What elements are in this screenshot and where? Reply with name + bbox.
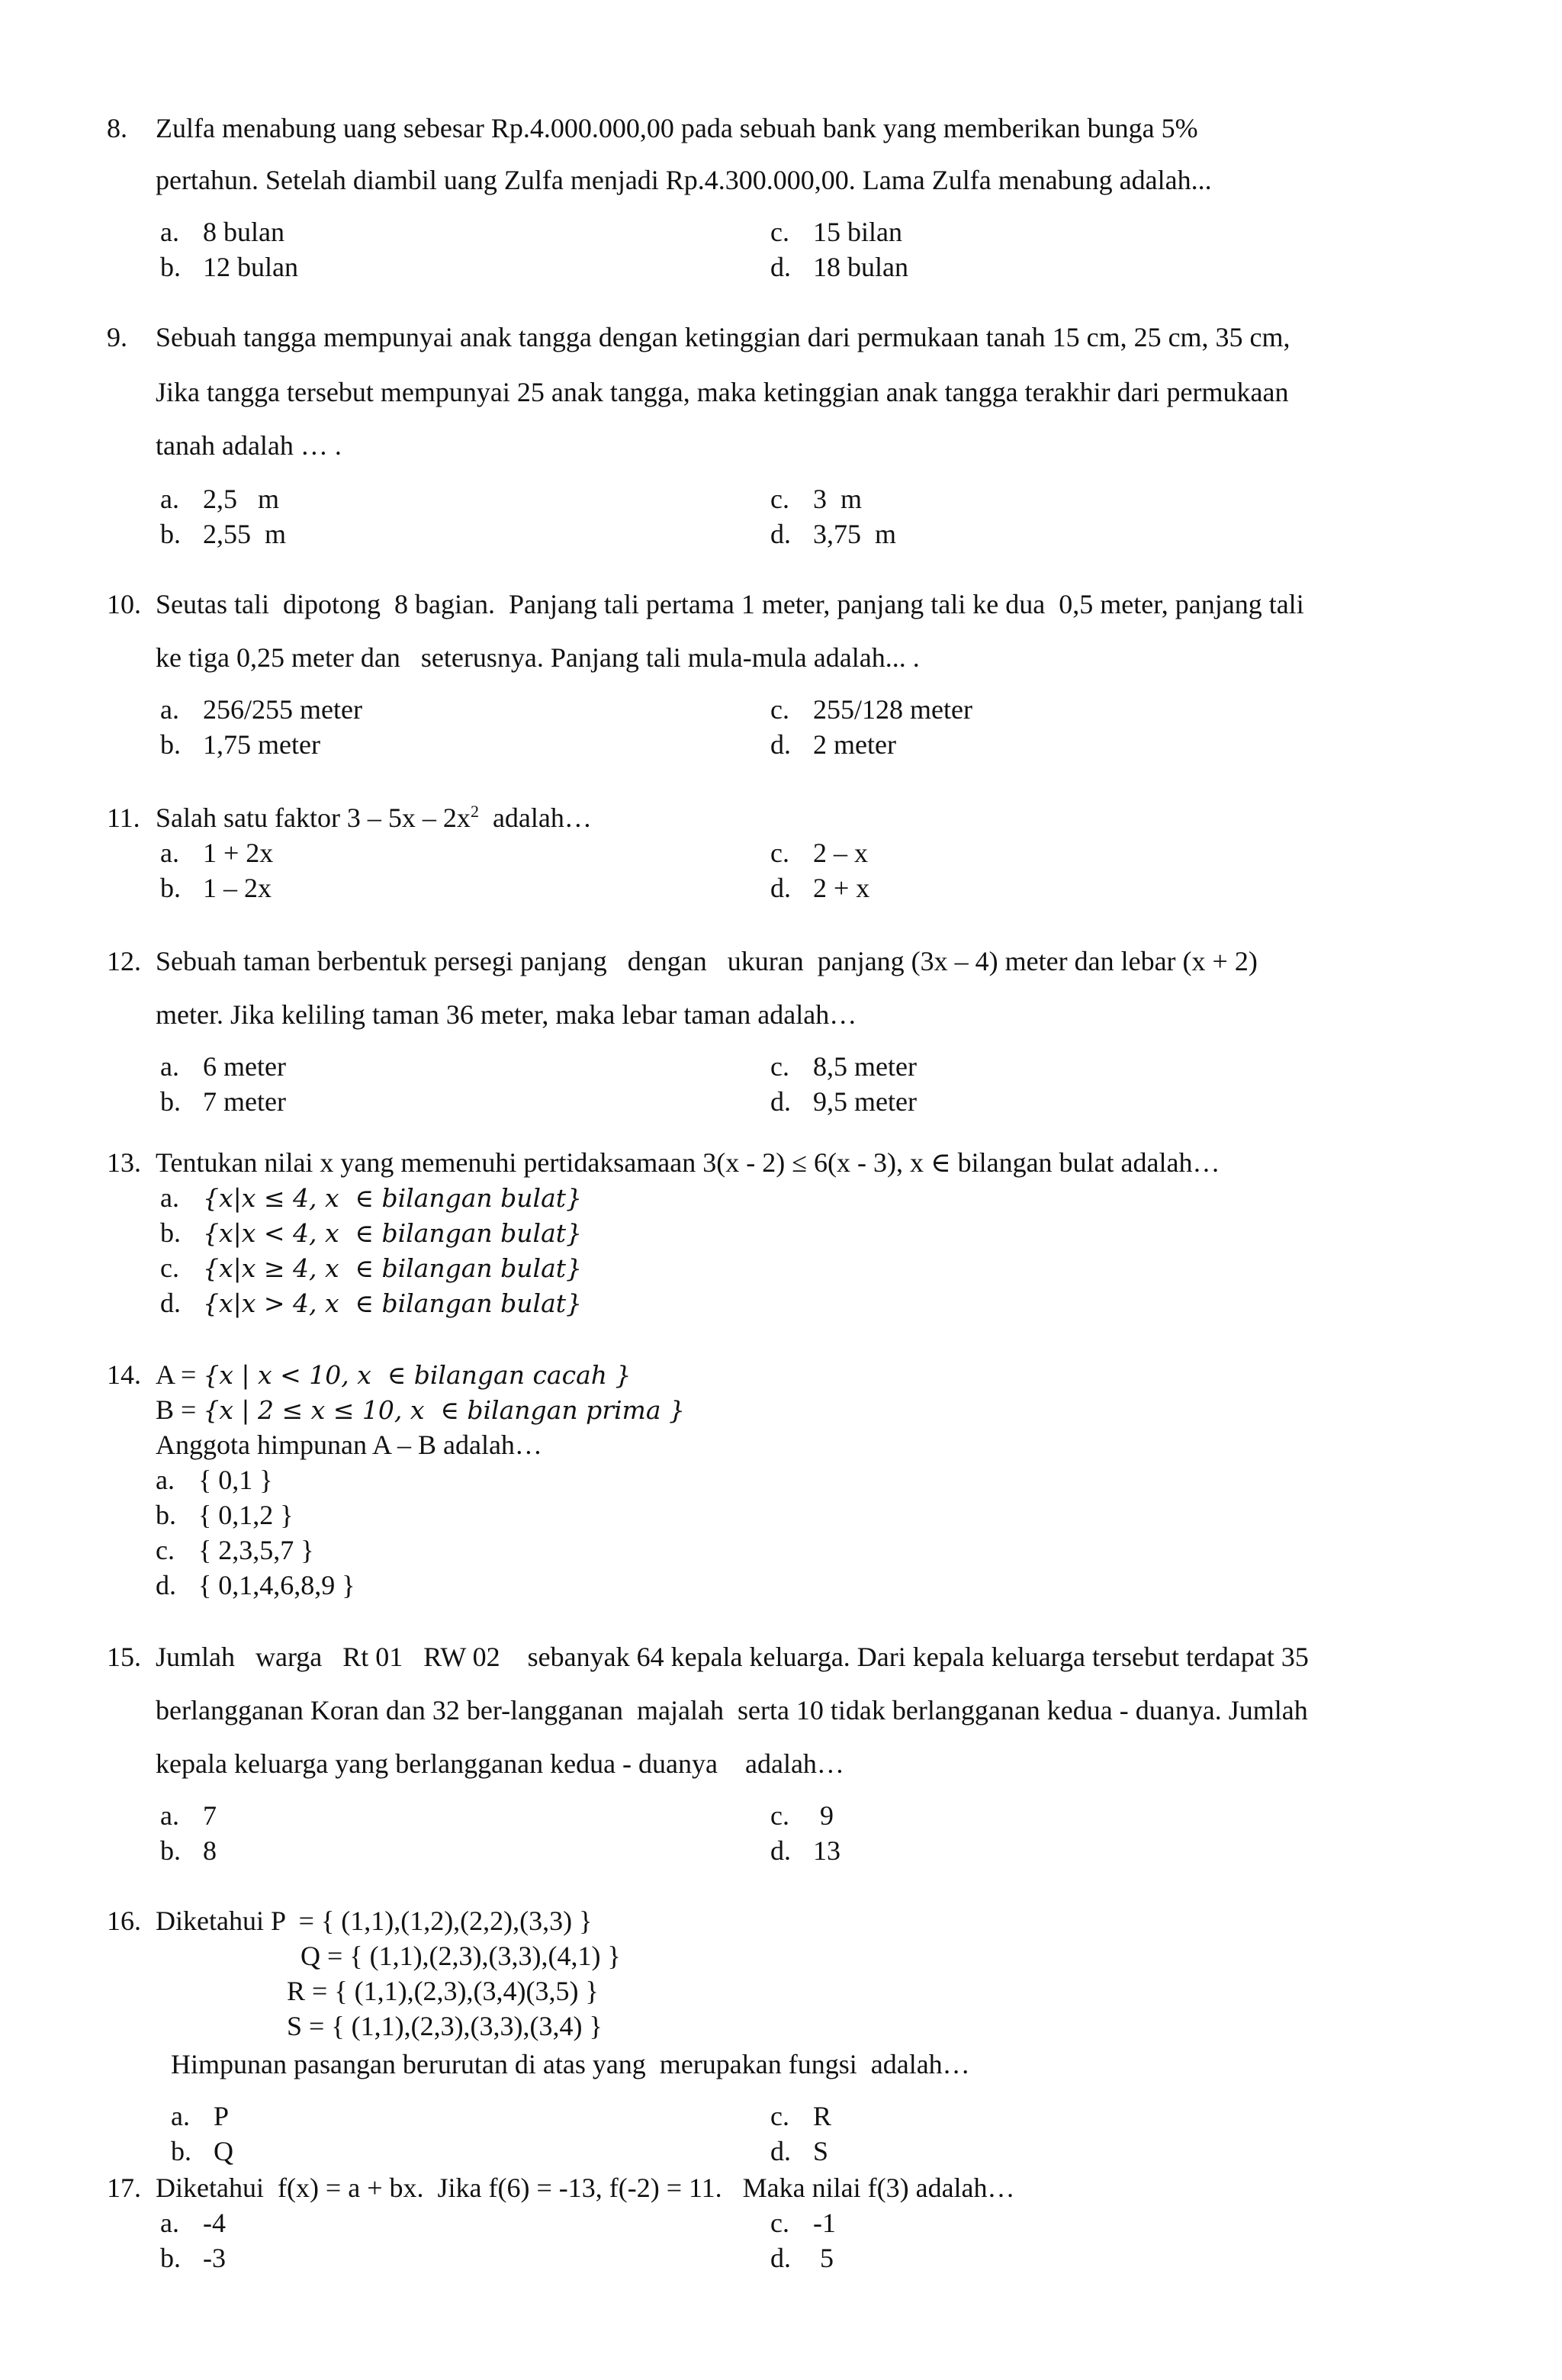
set-s-definition: S = { (1,1),(2,3),(3,3),(3,4) } — [287, 2011, 603, 2041]
option-b: b. { 0,1,2 } — [156, 1500, 294, 1530]
question-text: Tentukan nilai x yang memenuhi pertidaksamaan 3(x - 2) ≤ 6(x - 3), x ∈ bilangan bulat adalah… — [156, 1147, 1220, 1178]
option-b: b. -3 — [160, 2243, 226, 2273]
option-c: c. 3 m — [770, 484, 863, 514]
question-number: 12. — [107, 946, 141, 976]
option-b: b. 8 — [160, 1835, 217, 1866]
option-a: a. P — [171, 2101, 230, 2131]
set-r-definition: R = { (1,1),(2,3),(3,4)(3,5) } — [287, 1976, 599, 2006]
option-a: a. 6 meter — [160, 1051, 286, 1082]
option-d: d. 13 — [770, 1835, 840, 1866]
option-d: d. 2 + x — [770, 873, 870, 903]
option-c: c. 2 – x — [770, 838, 868, 868]
option-c: c. {x|x ≥ 4, x ∈ bilangan bulat} — [160, 1253, 583, 1283]
question-text-line: Jika tangga tersebut mempunyai 25 anak tangga, maka ketinggian anak tangga terakhir dari permukaan — [156, 377, 1289, 407]
question-text: Salah satu faktor $3 - 5x - 2x^2$ adalah… — [156, 802, 592, 833]
question-number: 14. — [107, 1359, 141, 1390]
option-d: d. {x|x > 4, x ∈ bilangan bulat} — [160, 1288, 583, 1318]
question-number: 17. — [107, 2173, 141, 2203]
question-number: 16. — [107, 1906, 141, 1936]
question-number: 11. — [107, 802, 140, 833]
question-text-line: pertahun. Setelah diambil uang Zulfa menjadi Rp.4.300.000,00. Lama Zulfa menabung adalah... — [156, 165, 1212, 195]
option-b: b. 12 bulan — [160, 252, 298, 282]
option-d: d. { 0,1,4,6,8,9 } — [156, 1570, 355, 1600]
question-text-line: ke tiga 0,25 meter dan seterusnya. Panjang tali mula-mula adalah... . — [156, 642, 920, 673]
option-a: a. 2,5 m — [160, 484, 280, 514]
option-c: c. -1 — [770, 2208, 836, 2238]
set-b-definition: B = {x | 2 ≤ x ≤ 10, x ∈ bilangan prima } — [156, 1394, 685, 1425]
question-text-line: Sebuah tangga mempunyai anak tangga dengan ketinggian dari permukaan tanah 15 cm, 25 cm, 35 cm, — [156, 322, 1290, 352]
question-text: Diketahui f(x) = a + bx. Jika f(6) = -13, f(-2) = 11. Maka nilai f(3) adalah… — [156, 2173, 1015, 2203]
question-number: 10. — [107, 589, 141, 619]
question-number: 9. — [107, 322, 127, 352]
question-number: 8. — [107, 113, 127, 143]
option-a: a. 8 bulan — [160, 217, 284, 247]
option-c: c. 15 bilan — [770, 217, 902, 247]
option-d: d. 5 — [770, 2243, 834, 2273]
question-number: 13. — [107, 1147, 141, 1178]
option-c: c. 8,5 meter — [770, 1051, 917, 1082]
set-p-definition: Diketahui P = { (1,1),(1,2),(2,2),(3,3) } — [156, 1906, 593, 1936]
option-a: a. { 0,1 } — [156, 1465, 273, 1495]
option-c: c. { 2,3,5,7 } — [156, 1535, 314, 1565]
option-d: d. 18 bulan — [770, 252, 908, 282]
question-text-line: berlangganan Koran dan 32 ber-langganan majalah serta 10 tidak berlangganan kedua - duanya. Jumlah — [156, 1695, 1308, 1726]
option-d: d. S — [770, 2136, 829, 2166]
option-d: d. 3,75 m — [770, 519, 897, 549]
question-text-line: Zulfa menabung uang sebesar Rp.4.000.000,00 pada sebuah bank yang memberikan bunga 5% — [156, 113, 1198, 143]
option-d: d. 9,5 meter — [770, 1086, 917, 1117]
option-a: a. -4 — [160, 2208, 226, 2238]
question-text: Anggota himpunan A – B adalah… — [156, 1430, 542, 1460]
option-a: a. 7 — [160, 1800, 217, 1831]
option-c: c. 255/128 meter — [770, 694, 972, 725]
question-text-line: Seutas tali dipotong 8 bagian. Panjang tali pertama 1 meter, panjang tali ke dua 0,5 meter, panjang tali — [156, 589, 1304, 619]
option-a: a. 1 + 2x — [160, 838, 274, 868]
option-a: a. {x|x ≤ 4, x ∈ bilangan bulat} — [160, 1182, 583, 1213]
option-b: b. Q — [171, 2136, 233, 2166]
set-q-definition: Q = { (1,1),(2,3),(3,3),(4,1) } — [301, 1941, 621, 1971]
option-c: c. R — [770, 2101, 832, 2131]
option-b: b. 2,55 m — [160, 519, 287, 549]
question-text-line: Jumlah warga Rt 01 RW 02 sebanyak 64 kepala keluarga. Dari kepala keluarga tersebut terdapat 35 — [156, 1642, 1309, 1672]
set-a-definition: A = {x | x < 10, x ∈ bilangan cacah } — [156, 1359, 632, 1390]
option-b: b. 1,75 meter — [160, 729, 320, 760]
question-text-line: meter. Jika keliling taman 36 meter, maka lebar taman adalah… — [156, 999, 857, 1030]
option-b: b. 7 meter — [160, 1086, 286, 1117]
question-text-line: tanah adalah … . — [156, 430, 342, 461]
question-text-line: Sebuah taman berbentuk persegi panjang dengan ukuran panjang (3x – 4) meter dan lebar (x + 2) — [156, 946, 1258, 976]
question-number: 15. — [107, 1642, 141, 1672]
option-a: a. 256/255 meter — [160, 694, 362, 725]
question-text-line: kepala keluarga yang berlangganan kedua - duanya adalah… — [156, 1748, 844, 1779]
question-text: Himpunan pasangan berurutan di atas yang merupakan fungsi adalah… — [171, 2049, 970, 2079]
option-d: d. 2 meter — [770, 729, 896, 760]
exponent: 2 — [470, 802, 479, 821]
option-b: b. {x|x < 4, x ∈ bilangan bulat} — [160, 1217, 583, 1248]
option-c: c. 9 — [770, 1800, 834, 1831]
option-b: b. 1 – 2x — [160, 873, 272, 903]
